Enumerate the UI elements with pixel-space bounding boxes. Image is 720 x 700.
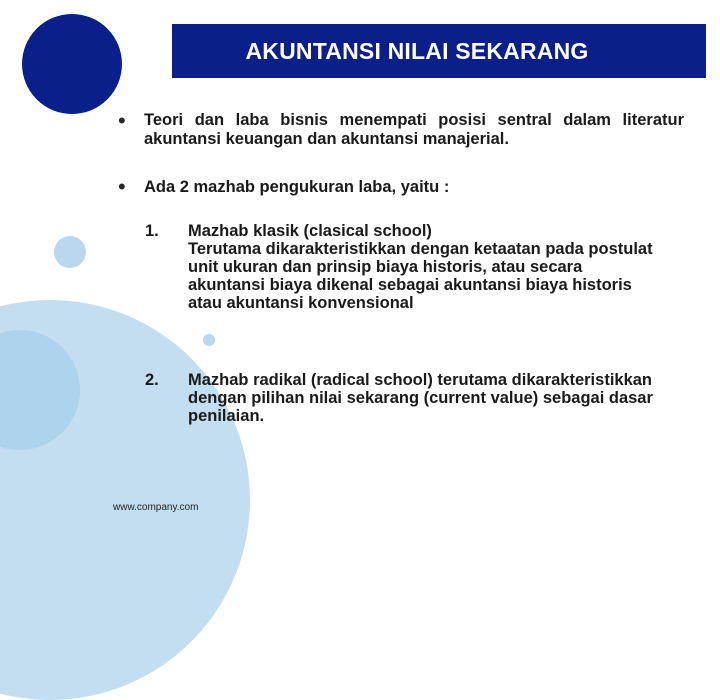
bullet-text-1: Teori dan laba bisnis menempati posisi sentral dalam literatur akuntansi keuangan dan akuntansi manajerial. xyxy=(144,111,684,148)
footer-url: www.company.com xyxy=(113,502,199,513)
list-number-1: 1. xyxy=(145,222,159,240)
list-number-2: 2. xyxy=(145,371,159,389)
decorative-circle-tiny xyxy=(203,334,215,346)
decorative-circle-navy xyxy=(22,14,122,114)
list-item-1-body: Terutama dikarakteristikkan dengan ketaatan pada postulat unit ukuran dan prinsip biaya historis, atau secara akuntansi biaya dikenal sebagai akuntansi biaya historis atau akuntansi konvensional xyxy=(188,240,653,312)
slide-title: AKUNTANSI NILAI SEKARANG xyxy=(245,37,589,64)
bullet-icon: • xyxy=(118,108,126,133)
bullet-icon: • xyxy=(118,174,126,199)
list-item-2: Mazhab radikal (radical school) terutama dikarakteristikkan dengan pilihan nilai sekarang (current value) sebagai dasar penilaian. xyxy=(188,371,653,425)
list-item-1-heading: Mazhab klasik (clasical school) xyxy=(188,222,432,240)
bullet-text-2: Ada 2 mazhab pengukuran laba, yaitu : xyxy=(144,178,450,196)
list-item-1 xyxy=(188,222,658,312)
title-banner xyxy=(172,24,706,78)
decorative-circle-small xyxy=(54,236,86,268)
